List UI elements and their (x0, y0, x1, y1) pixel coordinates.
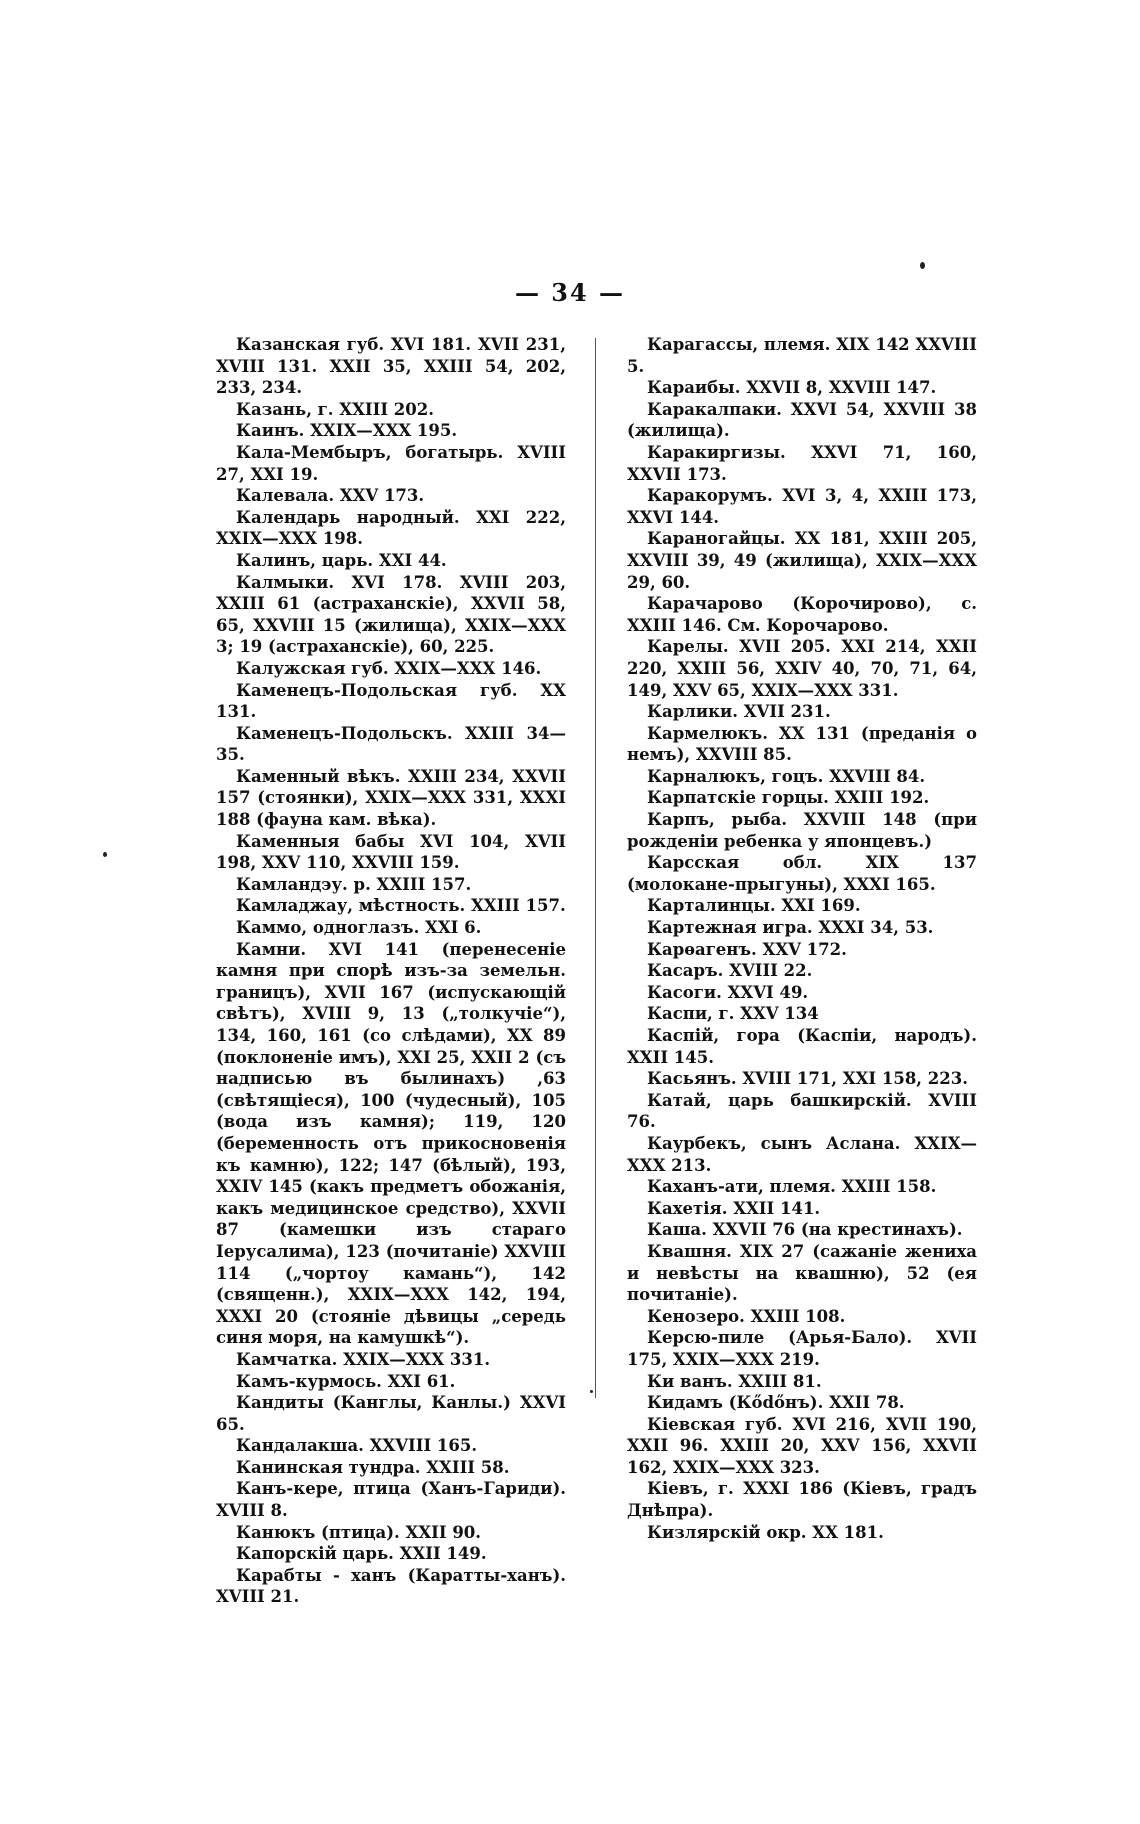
index-entry: Камни. XVI 141 (перенесеніе камня при спорѣ изъ-за земельн. границъ), XVII 167 (испускающій свѣтъ), XVIII 9, 13 („толкучіе“), 134, 160, 161 (со слѣдами), XX 89 (поклоненіе имъ), XXI 25, XXII 2 (съ надписью въ былинахъ) ,63 (свѣтящіеся), 100 (чудесный), 105 (вода изъ камня); 119, 120 (беременность отъ прикосновенія къ камню), 122; 147 (бѣлый), 193, XXIV 145 (какъ предметъ обожанія, какъ медицинское средство), XXVII 87 (камешки изъ стараго Іерусалима), 123 (почитаніе) XXVIII 114 („чортоу камань“), 142 (священн.), XXIX—XXX 142, 194, XXXI 20 (стояніе дѣвицы „середь синя моря, на камушкѣ“). (216, 939, 566, 1348)
index-entry: Камландэу. р. XXIII 157. (236, 874, 472, 894)
index-entry: Календарь народный. XXI 222, XXIX—XXX 198. (216, 507, 566, 549)
index-entry: Каменный вѣкъ. XXIII 234, XXVII 157 (стоянки), XXIX—XXX 331, XXXI 188 (фауна кам. вѣка). (216, 766, 566, 830)
index-entry: Каспій, гора (Каспіи, народъ). XXII 145. (627, 1026, 977, 1067)
index-entry: Карѳагенъ. XXV 172. (647, 939, 847, 959)
index-entry: Каинъ. XXIX—XXX 195. (236, 421, 458, 441)
index-column-left (216, 334, 566, 1608)
index-entry: Кармелюкъ. XX 131 (преданія о немъ), XXVIII 85. (627, 723, 977, 765)
index-entry: Кіевъ, г. XXXI 186 (Кіевъ, градъ Днѣпра). (627, 1479, 977, 1521)
index-entry: Камчатка. XXIX—XXX 331. (236, 1349, 491, 1369)
index-entry: Квашня. XIX 27 (сажаніе жениха и невѣсты на квашню), 52 (ея почитаніе). (627, 1241, 977, 1305)
index-entry: Кандиты (Канглы, Канлы.) XXVI 65. (216, 1393, 566, 1434)
index-entry: Каспи, г. XXV 134 (647, 1004, 819, 1024)
index-entry: Кала-Мембыръ, богатырь. XVIII 27, XXI 19. (216, 442, 566, 484)
index-entry: Кизлярскій окр. XX 181. (647, 1522, 884, 1542)
index-entry: Касаръ. XVIII 22. (647, 961, 813, 981)
index-entry: Карталинцы. XXI 169. (647, 896, 861, 916)
index-entry: Карсская обл. XIX 137 (молокане-прыгуны), XXXI 165. (627, 853, 977, 894)
index-entry: Калинъ, царь. XXI 44. (236, 550, 447, 570)
index-entry: Кидамъ (Кődőнъ). XXII 78. (647, 1393, 905, 1413)
index-entry: Капорскій царь. XXII 149. (236, 1544, 487, 1564)
index-entry: Караногайцы. XX 181, XXIII 205, XXVIII 39, 49 (жилища), XXIX—XXX 29, 60. (627, 529, 977, 592)
index-entry: Карлики. XVII 231. (647, 702, 831, 722)
index-entry: Картежная игра. XXXI 34, 53. (647, 918, 934, 938)
index-entry: Катай, царь башкирскій. XVIII 76. (627, 1090, 977, 1132)
column-divider (595, 338, 596, 1398)
index-entry: Калмыки. XVI 178. XVIII 203, XXIII 61 (астраханскіе), XXVII 58, 65, XXVIII 15 (жилища), XXIX—XXX 3; 19 (астраханскіе), 60, 225. (216, 572, 566, 657)
index-entry: Керсю-пиле (Арья-Бало). XVII 175, XXIX—XXX 219. (627, 1328, 977, 1369)
index-entry: Кахетія. XXII 141. (647, 1198, 821, 1218)
index-entry: Карелы. XVII 205. XXI 214, XXII 220, XXIII 56, XXIV 40, 70, 71, 64, 149, XXV 65, XXIX—XXX 331. (627, 637, 977, 700)
index-entry: Калевала. XXV 173. (236, 486, 425, 506)
page-number: — 34 — (514, 278, 626, 307)
index-entry: Каханъ-ати, племя. XXIII 158. (647, 1177, 937, 1197)
index-entry: Каша. XXVII 76 (на крестинахъ). (647, 1220, 963, 1240)
index-entry: Камладжау, мѣстность. XXIII 157. (236, 896, 566, 916)
index-entry: Карналюкъ, гоцъ. XXVIII 84. (647, 766, 926, 786)
ink-speck (590, 1390, 593, 1393)
index-entry: Карачарово (Корочирово), с. XXIII 146. См. Корочарово. (627, 594, 977, 635)
index-entry: Камъ-курмось. XXI 61. (236, 1371, 456, 1391)
ink-speck (920, 262, 925, 269)
index-entry: Касьянъ. XVIII 171, XXI 158, 223. (647, 1069, 968, 1089)
index-entry: Канюкъ (птица). XXII 90. (236, 1522, 482, 1542)
index-entry: Карпатскіе горцы. XXIII 192. (647, 788, 930, 808)
index-entry: Казань, г. XXIII 202. (236, 399, 434, 419)
index-entry: Карабты - ханъ (Каратты-ханъ). XVIII 21. (216, 1565, 566, 1607)
index-entry: Карпъ, рыба. XXVIII 148 (при рожденіи ребенка у японцевъ.) (627, 810, 977, 851)
index-entry: Каммо, одноглазъ. XXI 6. (236, 918, 482, 938)
index-entry: Каракорумъ. XVI 3, 4, XXIII 173, XXVI 144. (627, 486, 977, 527)
index-entry: Караибы. XXVII 8, XXVIII 147. (647, 378, 937, 398)
index-entry: Касоги. XXVI 49. (647, 982, 809, 1002)
index-entry: Каурбекъ, сынъ Аслана. XXIX—XXX 213. (627, 1133, 977, 1175)
index-entry: Каракалпаки. XXVI 54, XXVIII 38 (жилища). (627, 399, 977, 441)
index-entry: Каменецъ-Подольская губ. XX 131. (216, 680, 566, 722)
ink-speck (103, 852, 107, 857)
index-entry: Канинская тундра. XXIII 58. (236, 1457, 510, 1477)
index-entry: Казанская губ. XVI 181. XVII 231, XVIII 131. XXII 35, XXIII 54, 202, 233, 234. (216, 335, 566, 398)
index-entry: Калужская губ. XXIX—XXX 146. (236, 658, 542, 678)
index-entry: Каменецъ-Подольскъ. XXIII 34—35. (216, 723, 566, 765)
index-entry: Канъ-кере, птица (Ханъ-Гариди). XVIII 8. (216, 1479, 566, 1521)
index-column-right (627, 334, 977, 1543)
index-entry: Кіевская губ. XVI 216, XVII 190, XXII 96. XXIII 20, XXV 156, XXVII 162, XXIX—XXX 323. (627, 1414, 977, 1477)
index-entry: Ки ванъ. XXIII 81. (647, 1371, 822, 1391)
index-entry: Каракиргизы. XXVI 71, 160, XXVII 173. (627, 442, 977, 484)
index-entry: Каменныя бабы XVI 104, XVII 198, XXV 110, XXVIII 159. (216, 831, 566, 873)
index-entry: Кенозеро. XXIII 108. (647, 1306, 846, 1326)
index-entry: Карагассы, племя. XIX 142 XXVIII 5. (627, 335, 977, 376)
index-entry: Кандалакша. XXVIII 165. (236, 1436, 478, 1456)
